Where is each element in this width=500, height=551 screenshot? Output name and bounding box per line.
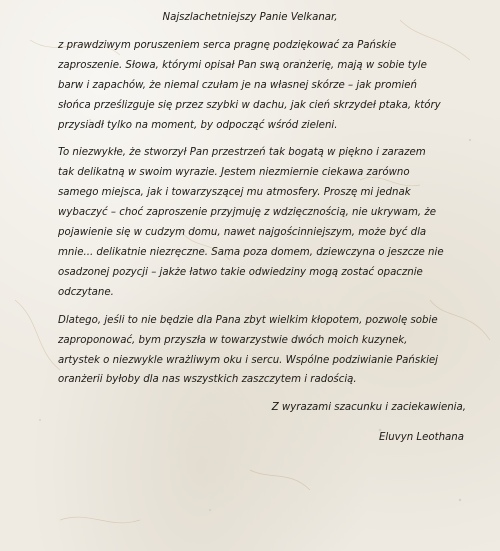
paragraph-line: samego miejsca, jak i towarzyszącej mu atmosfery. Proszę mi jednak — [58, 187, 411, 199]
paragraph-line: mnie... delikatnie niezręczne. Sama poza domem, dziewczyna o jeszcze nie — [58, 246, 444, 258]
paragraph-line: odczytane. — [58, 286, 114, 298]
letter-greeting: Najszlachetniejszy Panie Velkanar, — [162, 12, 338, 23]
paragraph-line: barw i zapachów, że niemal czułam je na własnej skórze – jak promień — [58, 79, 417, 91]
paragraph-line: artystek o niezwykle wrażliwym oku i sercu. Wspólne podziwianie Pańskiej — [58, 354, 439, 366]
paragraph-line: tak delikatną w swoim wyrazie. Jestem niezmiernie ciekawa zarówno — [58, 167, 410, 179]
letter-body — [58, 8, 466, 448]
paragraph-line: zaproszenie. Słowa, którymi opisał Pan swą oranżerię, mają w sobie tyle — [58, 59, 427, 71]
letter-closing: Z wyrazami szacunku i zaciekawienia, — [271, 402, 466, 414]
paragraph-line: Dlatego, jeśli to nie będzie dla Pana zbyt wielkim kłopotem, pozwolę sobie — [58, 314, 438, 326]
paragraph-2 — [58, 143, 466, 302]
paragraph-line: oranżerii byłoby dla nas wszystkich zaszczytem i radością. — [58, 374, 357, 386]
paragraph-line: z prawdziwym poruszeniem serca pragnę podziękować za Pańskie — [58, 39, 397, 51]
paragraph-line: przysiadł tylko na moment, by odpocząć wśród zieleni. — [58, 119, 338, 131]
paragraph-line: osadzonej pozycji – jakże łatwo takie odwiedziny mogą zostać opacznie — [58, 266, 423, 278]
paragraph-line: wybaczyć – choć zaproszenie przyjmuję z wdzięcznością, nie ukrywam, że — [58, 207, 437, 219]
paragraph-line: słońca prześlizguje się przez szybki w dachu, jak cień skrzydeł ptaka, który — [58, 99, 441, 111]
paragraph-line: pojawienie się w cudzym domu, nawet najgościnniejszym, może być dla — [58, 227, 427, 239]
paragraph-1 — [58, 36, 466, 136]
paragraph-line: zaproponować, bym przyszła w towarzystwie dwóch moich kuzynek, — [58, 334, 408, 346]
paragraph-3 — [58, 311, 466, 391]
letter-signature: Eluvyn Leothana — [378, 432, 464, 444]
paragraph-line: To niezwykłe, że stworzył Pan przestrzeń tak bogatą w piękno i zarazem — [58, 147, 426, 159]
